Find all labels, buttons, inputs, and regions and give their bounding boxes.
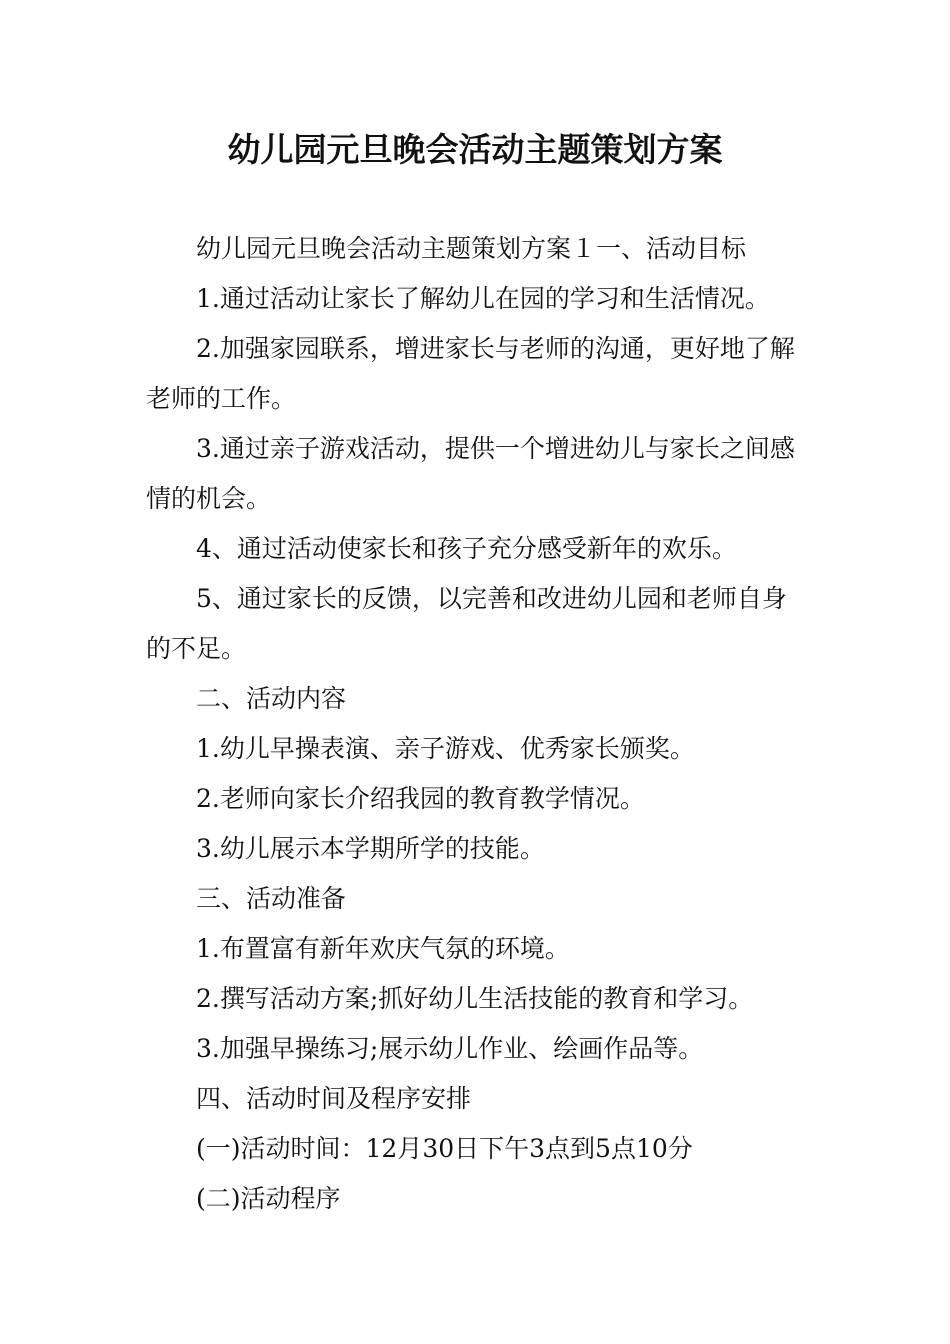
- paragraph-goal-5: 5、通过家长的反馈，以完善和改进幼儿园和老师自身的不足。: [146, 584, 787, 663]
- paragraph-content-3: 3.幼儿展示本学期所学的技能。: [196, 834, 545, 863]
- paragraph-preparation-1: 1.布置富有新年欢庆气氛的环境。: [196, 934, 570, 963]
- section-heading-schedule: 四、活动时间及程序安排: [196, 1084, 472, 1113]
- paragraph-goal-3: 3.通过亲子游戏活动，提供一个增进幼儿与家长之间感情的机会。: [146, 434, 795, 513]
- paragraph-intro-goals: 幼儿园元旦晚会活动主题策划方案１一、活动目标: [196, 234, 747, 263]
- paragraph-goal-1: 1.通过活动让家长了解幼儿在园的学习和生活情况。: [196, 284, 770, 313]
- paragraph-preparation-2: 2.撰写活动方案;抓好幼儿生活技能的教育和学习。: [196, 984, 754, 1013]
- paragraph-schedule-program: (二)活动程序: [196, 1184, 341, 1213]
- paragraph-goal-4: 4、通过活动使家长和孩子充分感受新年的欢乐。: [196, 534, 737, 563]
- document-body: [146, 224, 808, 1224]
- section-heading-preparation: 三、活动准备: [196, 884, 347, 913]
- paragraph-content-1: 1.幼儿早操表演、亲子游戏、优秀家长颁奖。: [196, 734, 695, 763]
- document-title: 幼儿园元旦晚会活动主题策划方案: [227, 130, 723, 169]
- paragraph-schedule-time: (一)活动时间：12月30日下午3点到5点10分: [196, 1134, 693, 1163]
- paragraph-content-2: 2.老师向家长介绍我园的教育教学情况。: [196, 784, 645, 813]
- section-heading-content: 二、活动内容: [196, 684, 347, 713]
- paragraph-preparation-3: 3.加强早操练习;展示幼儿作业、绘画作品等。: [196, 1034, 704, 1063]
- paragraph-goal-2: 2.加强家园联系，增进家长与老师的沟通，更好地了解老师的工作。: [146, 334, 795, 413]
